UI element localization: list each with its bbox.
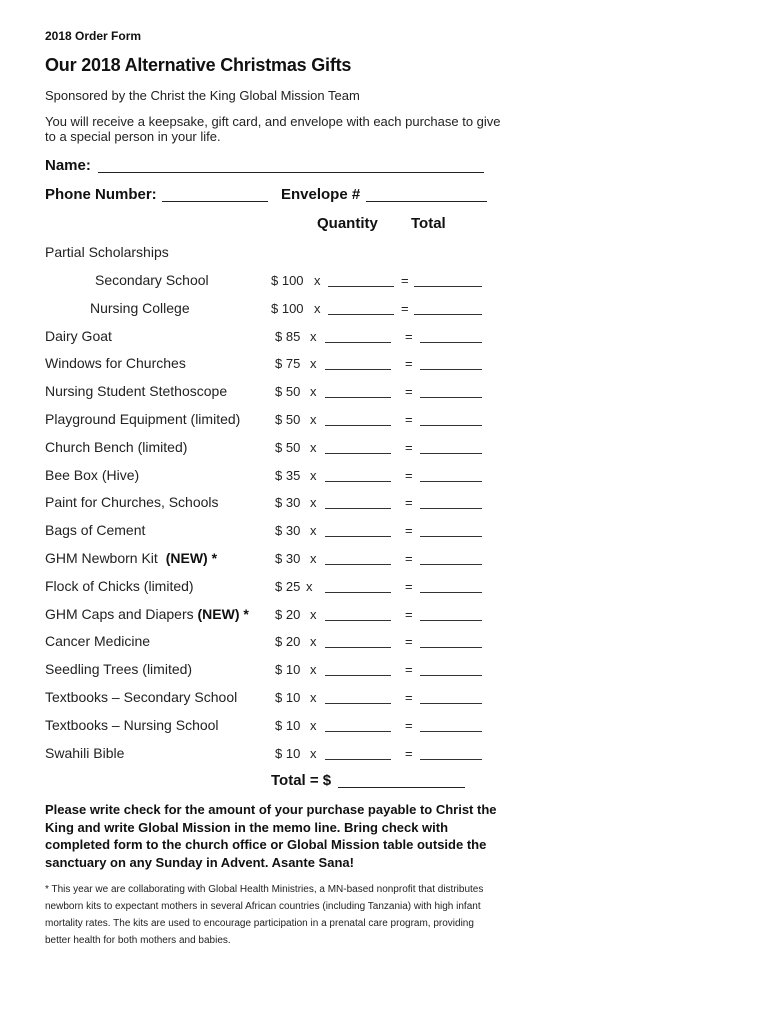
total-field[interactable] [420,675,482,676]
quantity-column-header: Quantity [317,215,378,232]
page-title: Our 2018 Alternative Christmas Gifts [45,55,352,75]
equals-sign: = [405,440,413,455]
total-field[interactable] [420,425,482,426]
equals-sign: = [405,607,413,622]
quantity-field[interactable] [325,342,391,343]
item-name-text: Paint for Churches, Schools [45,494,219,510]
equals-sign: = [405,634,413,649]
equals-sign: = [405,356,413,371]
times-sign: x [310,440,317,455]
item-price: $ 75 [275,356,301,371]
item-name-text: Nursing Student Stethoscope [45,383,228,399]
quantity-field[interactable] [325,675,391,676]
times-sign: x [310,690,317,705]
equals-sign: = [405,495,413,510]
equals-sign: = [405,690,413,705]
payment-instructions: Please write check for the amount of your purchase payable to Christ the King and write Global Mission in the memo line. Bring check with completed form to the church office or Global Mission table outside the sanctuary on any Sunday in Advent. Asante Sana! [45,802,497,870]
equals-sign: = [405,384,413,399]
envelope-label: Envelope # [281,186,361,203]
item-price: $ 50 [275,412,301,427]
item-name-text: GHM Caps and Diapers [45,606,194,622]
item-price: $ 30 [275,523,301,538]
total-field[interactable] [420,564,482,565]
item-name-text: Dairy Goat [45,328,112,344]
item-name [45,578,194,594]
item-name [45,494,219,510]
item-price: $ 20 [275,607,301,622]
item-name-text: Playground Equipment (limited) [45,411,241,427]
quantity-field[interactable] [325,453,391,454]
total-column-header: Total [411,215,446,232]
quantity-field[interactable] [328,314,394,315]
total-field[interactable] [414,286,482,287]
item-price: $ 20 [275,634,301,649]
grand-total-field[interactable] [338,787,465,788]
quantity-field[interactable] [325,564,391,565]
quantity-field[interactable] [325,508,391,509]
total-field[interactable] [420,703,482,704]
quantity-field[interactable] [325,425,391,426]
envelope-field[interactable] [366,201,487,202]
item-name [45,745,124,761]
times-sign: x [314,273,321,288]
item-name-text: Swahili Bible [45,745,125,761]
equals-sign: = [405,746,413,761]
new-tag: (NEW) * [165,550,218,566]
quantity-field[interactable] [325,703,391,704]
total-field[interactable] [420,508,482,509]
total-field[interactable] [420,731,482,732]
times-sign: x [310,384,317,399]
item-name-text: Secondary School [95,272,209,288]
equals-sign: = [405,718,413,733]
item-name [45,633,150,649]
quantity-field[interactable] [325,620,391,621]
footnote: * This year we are collaborating with Global Health Ministries, a MN-based nonprofit that distributes newborn kits to expectant mothers in several African countries (including Tanzania) with high infant mortality rates. The kits are used to encourage participation in a prenatal care program, providing better health for both mothers and babies. [45,884,484,946]
equals-sign: = [401,273,409,288]
equals-sign: = [405,579,413,594]
item-name-text: Seedling Trees (limited) [45,661,193,677]
name-label: Name: [45,157,91,174]
item-price: $ 25 [275,579,301,594]
item-name [45,383,227,399]
item-name [45,606,249,622]
quantity-field[interactable] [325,397,391,398]
quantity-field[interactable] [325,369,391,370]
phone-label: Phone Number: [45,186,157,203]
item-price: $ 50 [275,440,301,455]
item-name [95,272,209,288]
times-sign: x [306,579,313,594]
item-name-text: Flock of Chicks (limited) [45,578,194,594]
total-field[interactable] [420,369,482,370]
times-sign: x [310,634,317,649]
intro-text: You will receive a keepsake, gift card, and envelope with each purchase to give to a special person in your life. [45,114,501,144]
total-field[interactable] [420,620,482,621]
item-name [45,689,237,705]
item-price: $ 30 [275,495,301,510]
equals-sign: = [405,523,413,538]
item-name-text: Bee Box (Hive) [45,467,140,483]
equals-sign: = [405,662,413,677]
total-field[interactable] [420,759,482,760]
times-sign: x [310,356,317,371]
item-name-text: Church Bench (limited) [45,439,188,455]
times-sign: x [310,718,317,733]
quantity-field[interactable] [325,481,391,482]
item-price: $ 85 [275,329,301,344]
equals-sign: = [405,551,413,566]
name-field[interactable] [98,172,484,173]
item-price: $ 10 [275,662,301,677]
times-sign: x [310,329,317,344]
item-name [45,550,217,566]
equals-sign: = [405,329,413,344]
item-name [90,300,190,316]
item-name-text: Nursing College [90,300,190,316]
equals-sign: = [405,412,413,427]
total-field[interactable] [420,647,482,648]
category-label: Partial Scholarships [45,244,169,260]
times-sign: x [314,301,321,316]
item-name-text: Textbooks – Secondary School [45,689,238,705]
total-field[interactable] [414,314,482,315]
item-name [45,328,112,344]
times-sign: x [310,495,317,510]
total-field[interactable] [420,481,482,482]
quantity-field[interactable] [325,731,391,732]
item-price: $ 100 [271,301,304,316]
item-name [45,522,145,538]
total-field[interactable] [420,342,482,343]
item-price: $ 10 [275,690,301,705]
quantity-field[interactable] [328,286,394,287]
item-name-text: Bags of Cement [45,522,146,538]
quantity-field[interactable] [325,759,391,760]
total-field[interactable] [420,397,482,398]
item-price: $ 10 [275,718,301,733]
times-sign: x [310,523,317,538]
times-sign: x [310,746,317,761]
times-sign: x [310,607,317,622]
quantity-field[interactable] [325,647,391,648]
item-name [45,355,186,371]
item-price: $ 50 [275,384,301,399]
item-name [45,467,139,483]
item-name-text: GHM Newborn Kit [45,550,158,566]
times-sign: x [310,551,317,566]
form-label: 2018 Order Form [45,29,142,43]
sponsor-line: Sponsored by the Christ the King Global Mission Team [45,88,360,103]
item-name [45,661,192,677]
item-name [45,439,187,455]
item-name-text: Cancer Medicine [45,633,151,649]
times-sign: x [310,662,317,677]
quantity-field[interactable] [325,592,391,593]
item-name-text: Textbooks – Nursing School [45,717,219,733]
item-price: $ 35 [275,468,301,483]
item-price: $ 10 [275,746,301,761]
phone-field[interactable] [162,201,268,202]
times-sign: x [310,412,317,427]
item-price: $ 30 [275,551,301,566]
item-name [45,411,240,427]
equals-sign: = [405,468,413,483]
total-field[interactable] [420,592,482,593]
equals-sign: = [401,301,409,316]
item-name [45,717,219,733]
total-field[interactable] [420,536,482,537]
new-tag: (NEW) * [197,606,249,622]
times-sign: x [310,468,317,483]
item-price: $ 100 [271,273,304,288]
total-field[interactable] [420,453,482,454]
item-name-text: Windows for Churches [45,355,186,371]
quantity-field[interactable] [325,536,391,537]
grand-total-label: Total = $ [271,772,332,789]
